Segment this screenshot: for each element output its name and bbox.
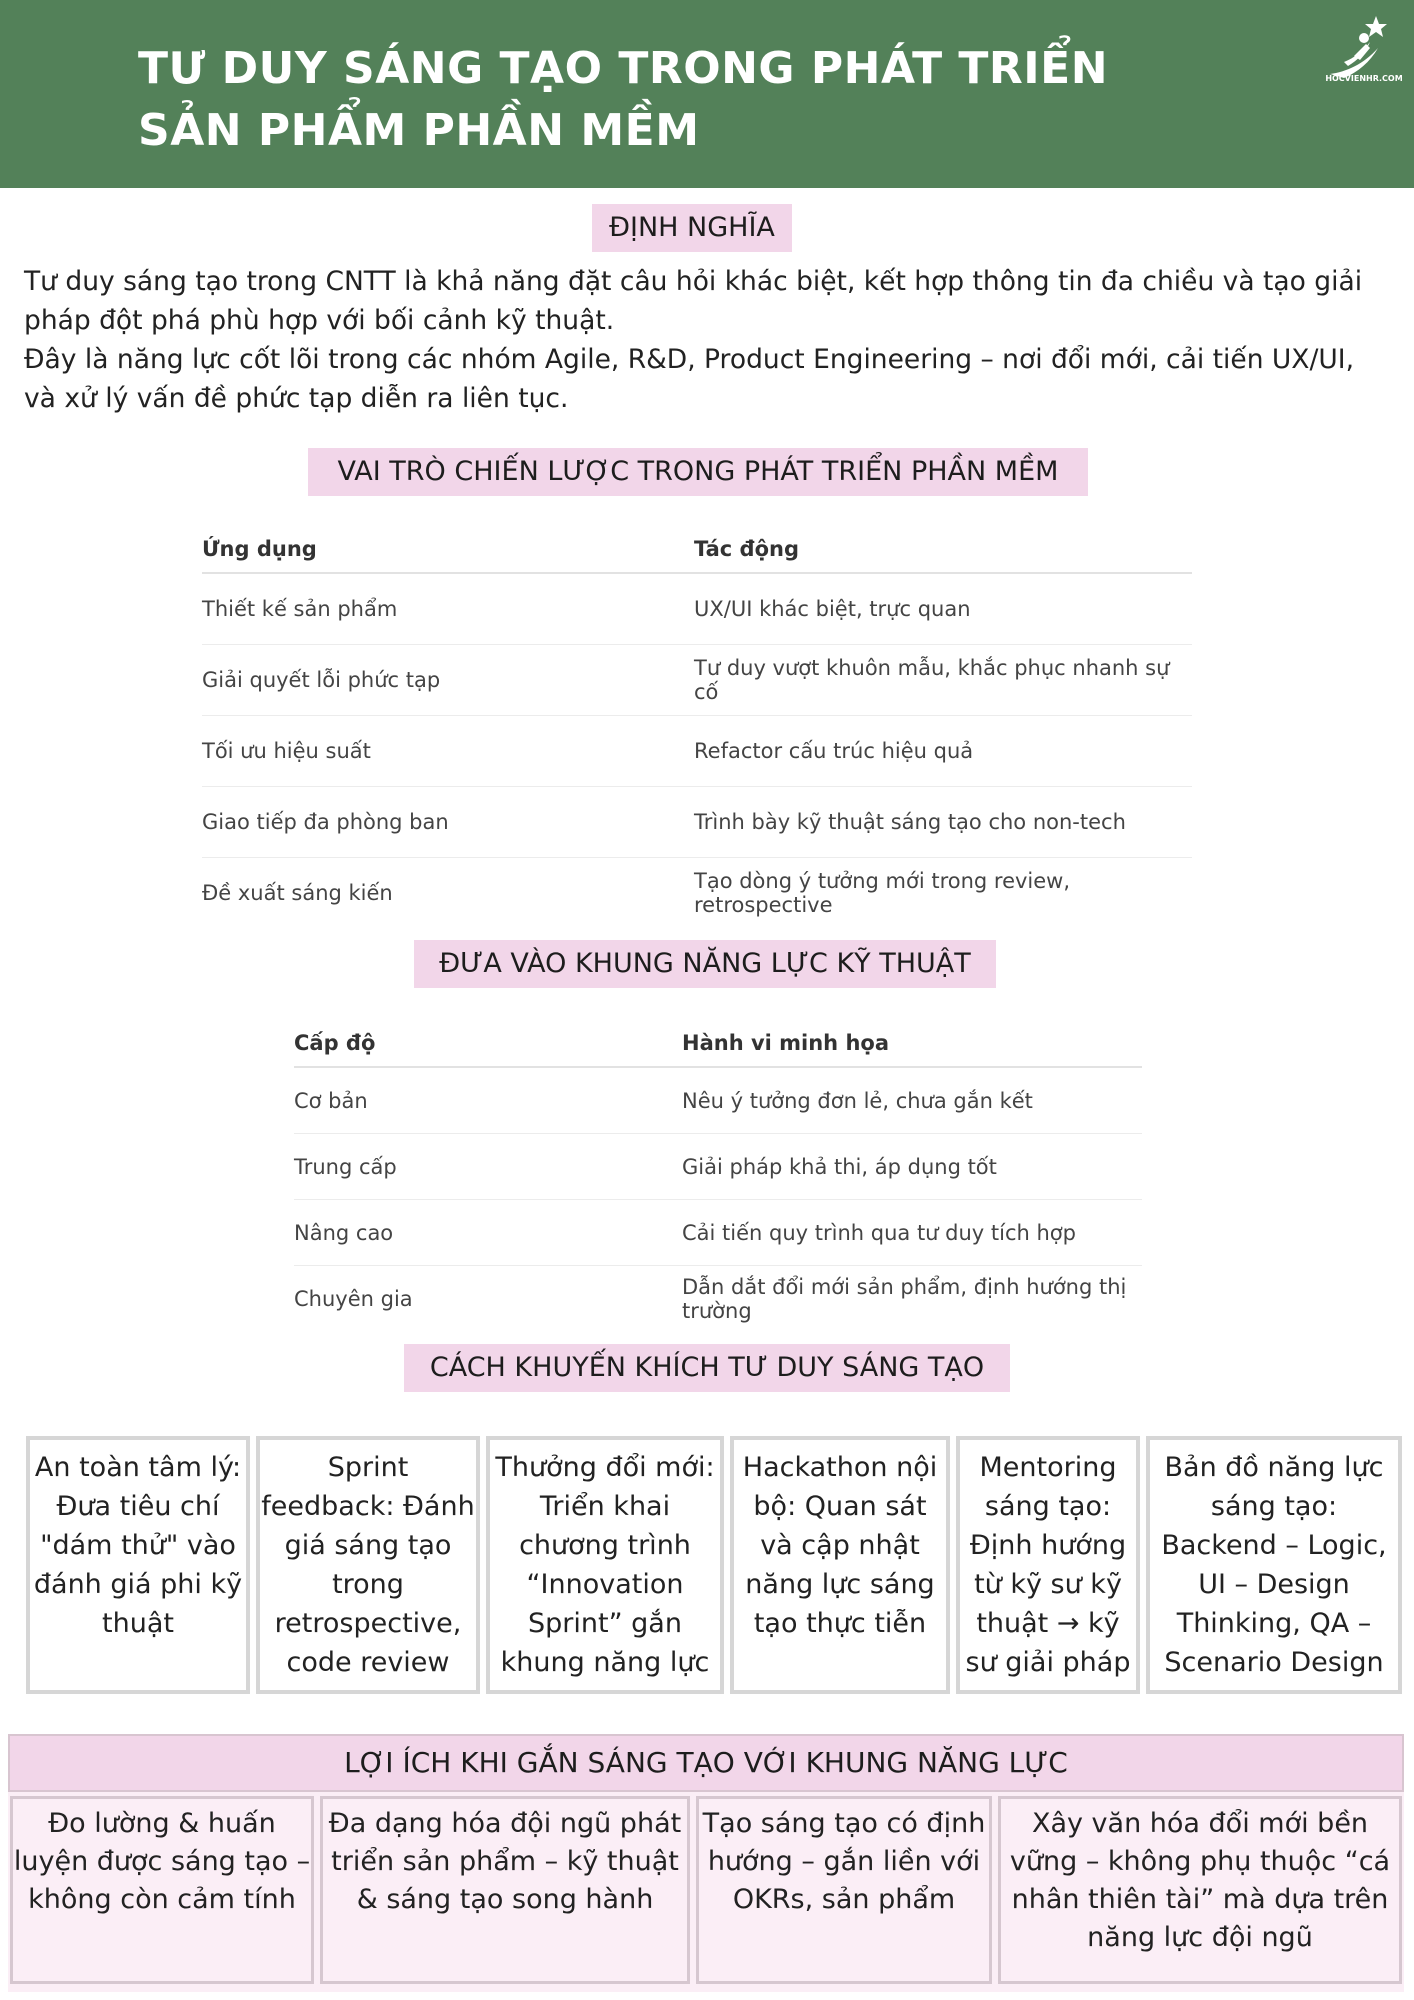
table-cell: Tạo dòng ý tưởng mới trong review, retrospective — [694, 869, 1071, 917]
table-cell: Nêu ý tưởng đơn lẻ, chưa gắn kết — [682, 1067, 1142, 1134]
encourage-card: Bản đồ năng lực sáng tạo: Backend – Logic, UI – Design Thinking, QA – Scenario Design — [1146, 1436, 1402, 1694]
table-row — [294, 1134, 1142, 1200]
definition-paragraph-1: Tư duy sáng tạo trong CNTT là khả năng đặt câu hỏi khác biệt, kết hợp thông tin đa chiều và tạo giải pháp đột phá phù hợp với bối cảnh kỹ thuật. — [24, 266, 1363, 336]
column-header: Tác động — [694, 526, 1192, 573]
table-cell: Tối ưu hiệu suất — [202, 716, 694, 787]
benefit-card: Tạo sáng tạo có định hướng – gắn liền với OKRs, sản phẩm — [696, 1796, 992, 1984]
table-header-row — [294, 1020, 1142, 1067]
table-row — [202, 573, 1192, 645]
column-header: Cấp độ — [294, 1020, 682, 1067]
table-cell: Trung cấp — [294, 1134, 682, 1200]
table-cell: Giải pháp khả thi, áp dụng tốt — [682, 1134, 1142, 1200]
table-cell: Giao tiếp đa phòng ban — [202, 787, 694, 858]
table-row — [202, 858, 1192, 929]
table-row — [202, 716, 1192, 787]
table-cell: Nâng cao — [294, 1200, 682, 1266]
table-cell: Thiết kế sản phẩm — [202, 573, 694, 645]
section-label-benefits: LỢI ÍCH KHI GẮN SÁNG TẠO VỚI KHUNG NĂNG LỰC — [8, 1734, 1404, 1792]
table-cell: Đề xuất sáng kiến — [202, 881, 393, 905]
benefit-card: Xây văn hóa đổi mới bền vững – không phụ thuộc “cá nhân thiên tài” mà dựa trên năng lực đội ngũ — [998, 1796, 1402, 1984]
table-cell: Trình bày kỹ thuật sáng tạo cho non-tech — [694, 787, 1192, 858]
table-cell: Cơ bản — [294, 1067, 682, 1134]
section-label-strategic-role: VAI TRÒ CHIẾN LƯỢC TRONG PHÁT TRIỂN PHẦN MỀM — [308, 448, 1088, 496]
table-cell: Tư duy vượt khuôn mẫu, khắc phục nhanh sự cố — [694, 645, 1192, 716]
definition-paragraph-2: Đây là năng lực cốt lõi trong các nhóm Agile, R&D, Product Engineering – nơi đổi mới, cải tiến UX/UI, và xử lý vấn đề phức tạp diễn ra liên tục. — [24, 344, 1355, 414]
section-label-encourage: CÁCH KHUYẾN KHÍCH TƯ DUY SÁNG TẠO — [404, 1344, 1010, 1392]
section-label-definition: ĐỊNH NGHĨA — [592, 204, 792, 252]
table-row — [294, 1067, 1142, 1134]
column-header: Hành vi minh họa — [682, 1020, 1142, 1067]
competency-table — [294, 1020, 1142, 1331]
table-row — [202, 645, 1192, 716]
definition-text — [24, 262, 1390, 418]
table-header-row — [202, 526, 1192, 573]
page-title: TƯ DUY SÁNG TẠO TRONG PHÁT TRIỂN SẢN PHẨM PHẦN MỀM — [138, 43, 1109, 156]
encourage-card: Thưởng đổi mới: Triển khai chương trình “Innovation Sprint” gắn khung năng lực — [486, 1436, 724, 1694]
strategic-role-table — [202, 526, 1192, 928]
table-cell: Dẫn dắt đổi mới sản phẩm, định hướng thị trường — [682, 1274, 1127, 1323]
table-cell: UX/UI khác biệt, trực quan — [694, 573, 1192, 645]
section-label-competency-framework: ĐƯA VÀO KHUNG NĂNG LỰC KỸ THUẬT — [414, 940, 996, 988]
column-header: Ứng dụng — [202, 526, 694, 573]
logo-text: HOCVIENHR.COM — [1325, 74, 1403, 83]
table-cell: Chuyên gia — [294, 1286, 413, 1311]
table-row — [294, 1266, 1142, 1332]
table-row — [202, 787, 1192, 858]
encourage-card: Hackathon nội bộ: Quan sát và cập nhật năng lực sáng tạo thực tiễn — [730, 1436, 950, 1694]
table-cell: Giải quyết lỗi phức tạp — [202, 645, 694, 716]
header-banner — [0, 0, 1414, 188]
encourage-card: An toàn tâm lý: Đưa tiêu chí "dám thử" vào đánh giá phi kỹ thuật — [26, 1436, 250, 1694]
benefit-card: Đo lường & huấn luyện được sáng tạo – không còn cảm tính — [10, 1796, 314, 1984]
encourage-card: Mentoring sáng tạo: Định hướng từ kỹ sư kỹ thuật → kỹ sư giải pháp — [956, 1436, 1140, 1694]
table-cell: Cải tiến quy trình qua tư duy tích hợp — [682, 1200, 1142, 1266]
table-cell: Refactor cấu trúc hiệu quả — [694, 716, 1192, 787]
table-row — [294, 1200, 1142, 1266]
benefit-card: Đa dạng hóa đội ngũ phát triển sản phẩm – kỹ thuật & sáng tạo song hành — [320, 1796, 690, 1984]
encourage-card: Sprint feedback: Đánh giá sáng tạo trong retrospective, code review — [256, 1436, 480, 1694]
